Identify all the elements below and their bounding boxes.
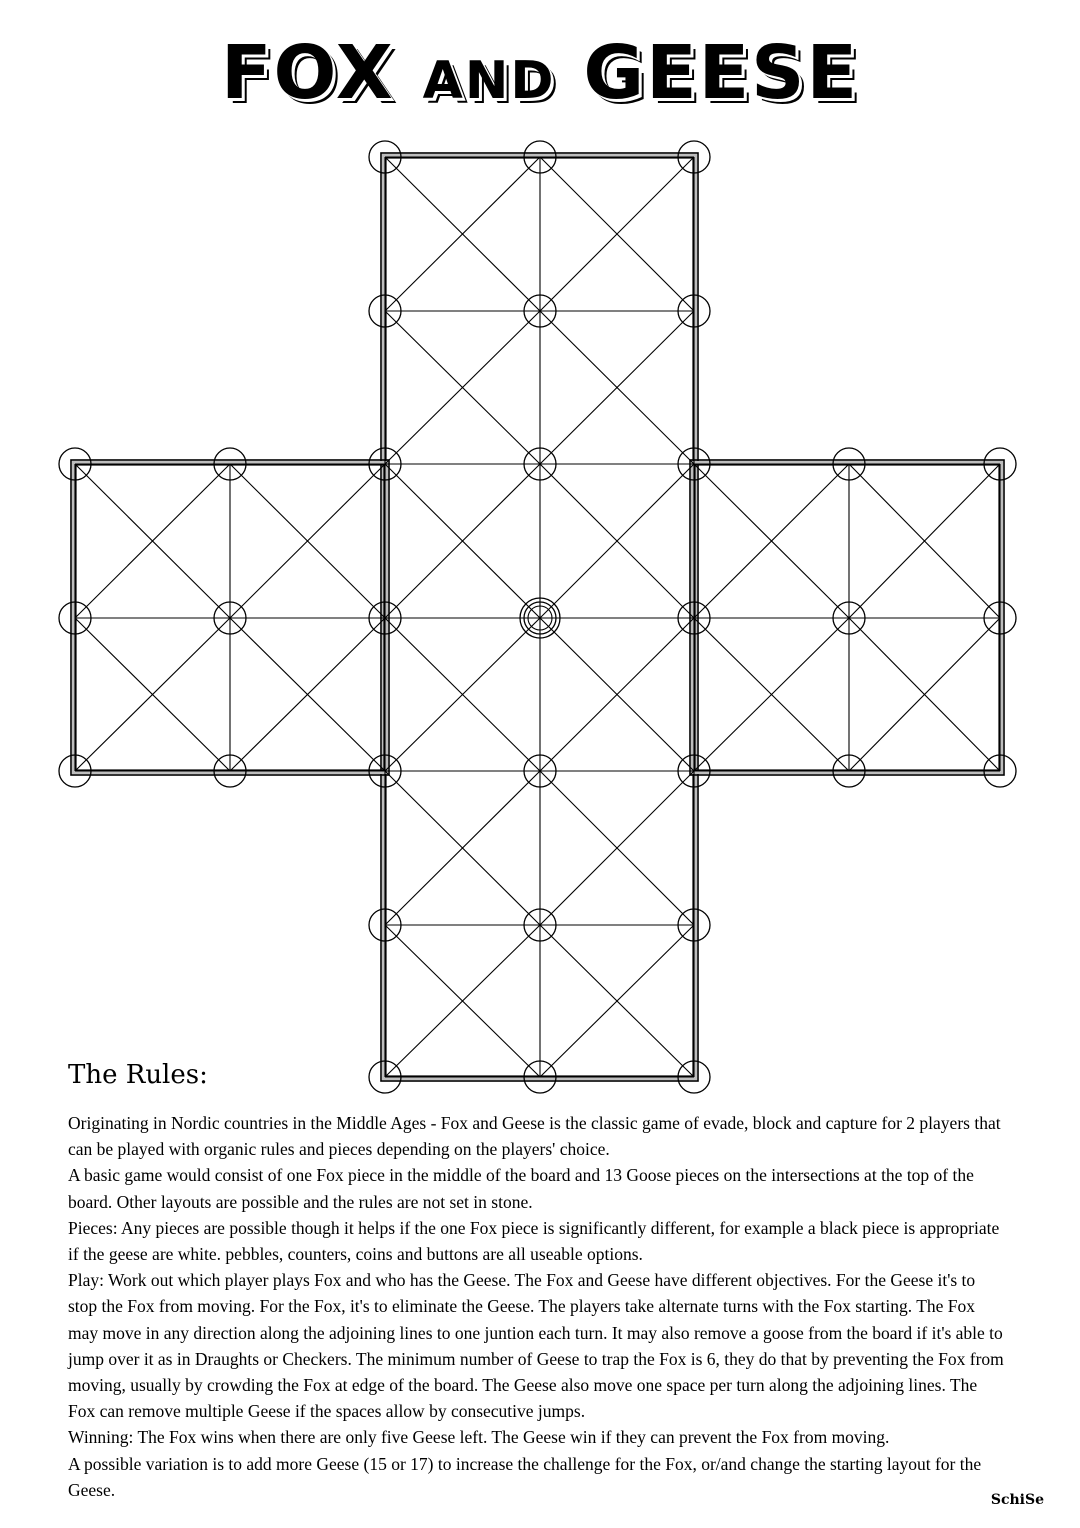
rules-paragraph-variation: A possible variation is to add more Geese (15 or 17) to increase the challenge for the Fox, or/and change the starting layout for the Geese. <box>68 1453 982 1500</box>
rules-paragraph-pieces: Pieces: Any pieces are possible though it helps if the one Fox piece is significantly different, for example a black piece is appropriate if the geese are white. pebbles, counters, coins and buttons are all useable options. <box>68 1217 1000 1265</box>
title-word-fox: FOX <box>220 30 395 116</box>
rules-paragraph-play: Play: Work out which player plays Fox and who has the Geese. The Fox and Geese have different objectives. For the Geese it's to stop the Fox from moving. For the Fox, it's to eliminate the Geese. The players take alternate turns with the Fox starting. The Fox may move in any direction along the adjoining lines to one juntion each turn. It may also remove a goose from the board if it's able to jump over it as in Draughts or Checkers. The minimum number of Geese to trap the Fox is 6, they do that by preventing the Fox from moving, usually by crowding the Fox at edge of the board. The Geese also move one space per turn along the adjoining lines. The Fox can remove multiple Geese if the spaces allow by consecutive jumps. <box>68 1270 1004 1422</box>
title-word-geese: GEESE <box>583 30 860 116</box>
rules-paragraph-origin: Originating in Nordic countries in the Middle Ages - Fox and Geese is the classic game of evade, block and capture for 2 players that can be played with organic rules and pieces depending on the players' choice. <box>68 1113 1001 1160</box>
artist-signature: SchiSe <box>990 1492 1044 1508</box>
board-intersections <box>59 141 1016 1093</box>
rules-text <box>68 1110 1008 1503</box>
board-border <box>71 153 1004 1081</box>
rules-paragraph-winning: Winning: The Fox wins when there are only five Geese left. The Geese win if they can prevent the Fox from moving. <box>68 1427 890 1448</box>
rules-heading: The Rules: <box>68 1060 208 1090</box>
title-word-and: AND <box>422 51 556 111</box>
rules-paragraph-setup: A basic game would consist of one Fox piece in the middle of the board and 13 Goose pieces on the intersections at the top of the board. Other layouts are possible and the rules are not set in stone. <box>68 1165 974 1212</box>
